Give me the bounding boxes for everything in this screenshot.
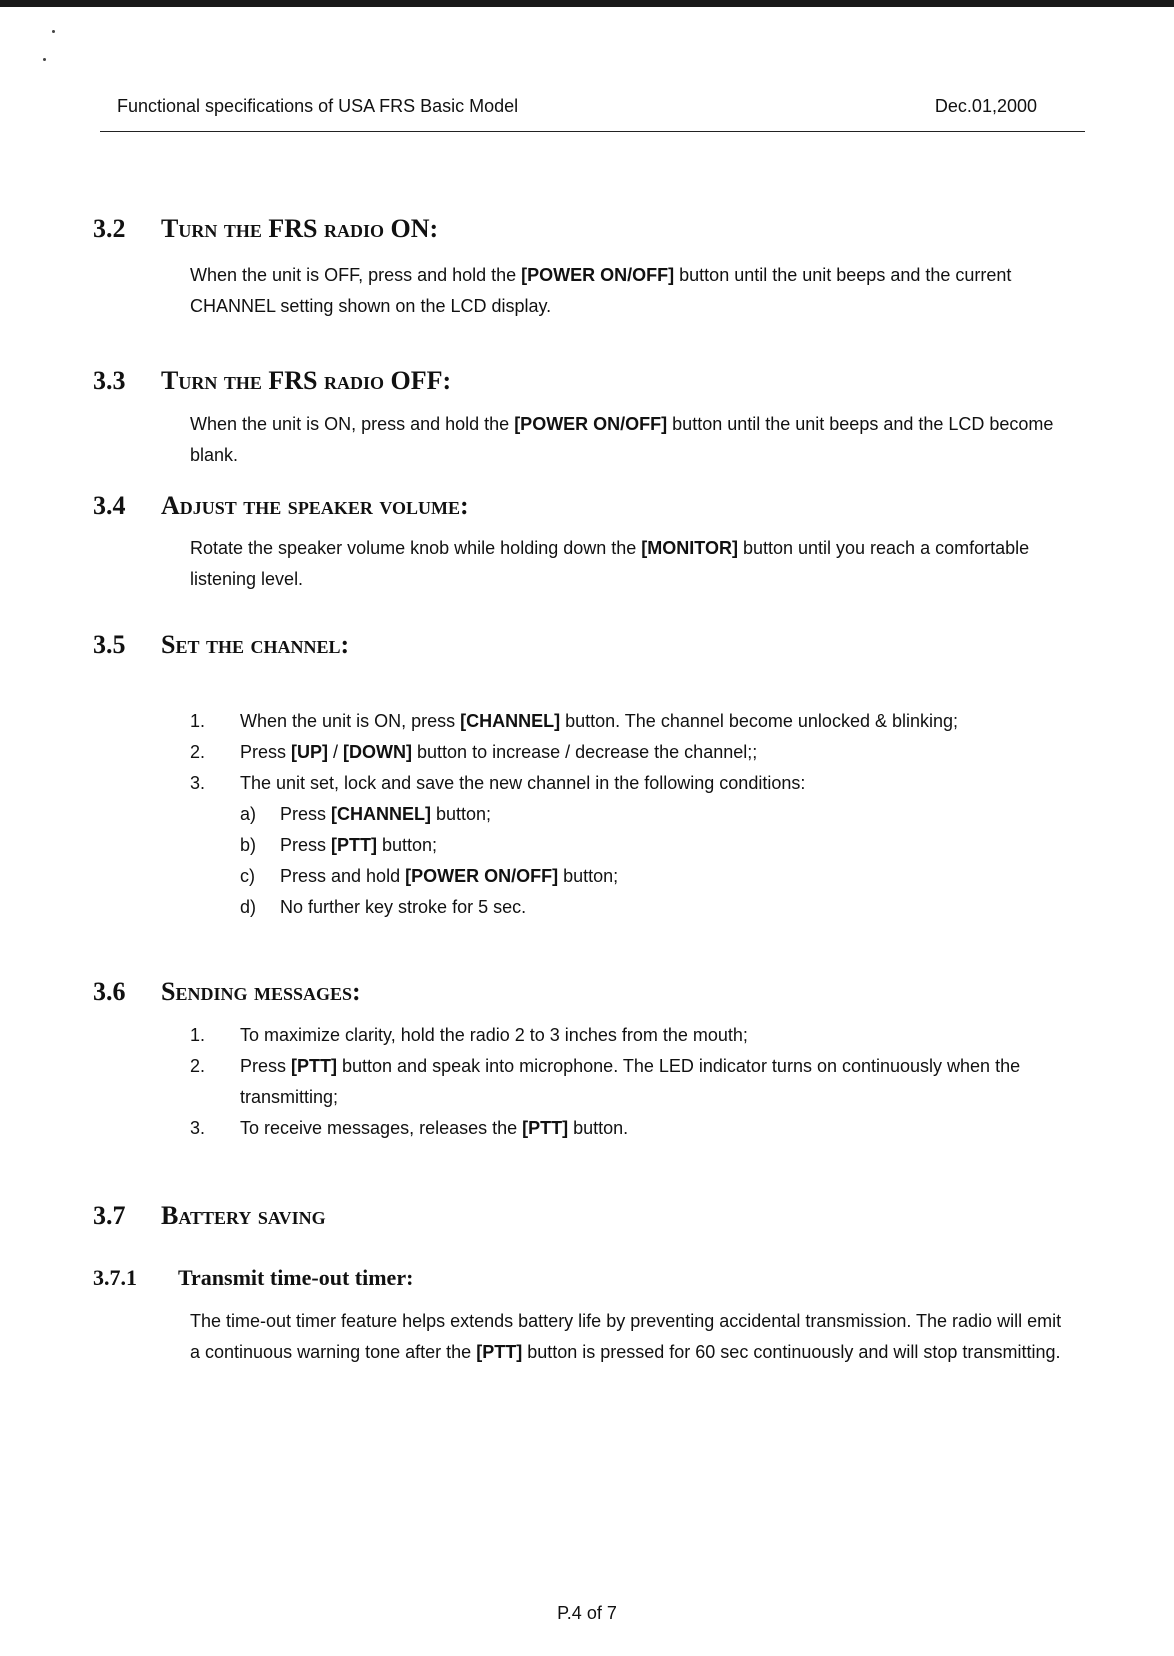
text-run: When the unit is OFF, press and hold the xyxy=(190,265,522,285)
text-run: button; xyxy=(377,835,438,855)
section-3-4-text xyxy=(190,533,1070,595)
text-run: Press xyxy=(280,835,332,855)
section-title: Turn the FRS radio ON: xyxy=(161,214,439,243)
section-number: 3.3 xyxy=(93,366,126,395)
header-title: Functional specifications of USA FRS Basic Model xyxy=(117,96,519,116)
text-run: button until the unit beeps and the current CHANNEL setting shown on the LCD display. xyxy=(190,265,1012,316)
text-run: Press and hold xyxy=(280,866,406,886)
button-reference: [PTT] xyxy=(476,1342,523,1362)
list-number: 1. xyxy=(190,711,206,731)
list-text: No further key stroke for 5 sec. xyxy=(280,897,527,917)
button-reference: [DOWN] xyxy=(343,742,413,762)
section-3-5-list xyxy=(190,706,1090,923)
list-letter: b) xyxy=(240,835,257,855)
list-number: 3. xyxy=(190,1118,206,1138)
sub-list-item xyxy=(190,861,1090,892)
section-3-2-text xyxy=(190,260,1070,322)
section-number: 3.7.1 xyxy=(93,1265,137,1290)
button-reference: [CHANNEL] xyxy=(460,711,561,731)
text-run: button is pressed for 60 sec continuously and will stop transmitting. xyxy=(522,1342,1061,1362)
list-letter: c) xyxy=(240,866,255,886)
list-number: 2. xyxy=(190,742,206,762)
text-run: To receive messages, releases the xyxy=(240,1118,523,1138)
section-number: 3.2 xyxy=(93,214,126,243)
section-3-6-list xyxy=(190,1020,1090,1144)
list-number: 1. xyxy=(190,1025,206,1045)
section-title: Turn the FRS radio OFF: xyxy=(161,366,452,395)
list-item xyxy=(190,706,1090,737)
list-text: To maximize clarity, hold the radio 2 to 3 inches from the mouth; xyxy=(240,1025,748,1045)
list-item xyxy=(190,737,1090,768)
header-date: Dec.01,2000 xyxy=(934,96,1037,116)
section-3-7-1-text xyxy=(190,1306,1070,1368)
text-run: When the unit is ON, press xyxy=(240,711,461,731)
text-run: / xyxy=(328,742,344,762)
button-reference: [UP] xyxy=(291,742,329,762)
list-number: 2. xyxy=(190,1056,206,1076)
list-text xyxy=(240,737,1090,768)
sub-list-item xyxy=(190,799,1090,830)
list-item xyxy=(190,1051,1090,1113)
list-item xyxy=(190,1020,1090,1051)
page-number: P.4 of 7 xyxy=(557,1603,617,1623)
list-letter: a) xyxy=(240,804,257,824)
list-item xyxy=(190,768,1090,799)
button-reference: [POWER ON/OFF] xyxy=(521,265,675,285)
section-title: Transmit time-out timer: xyxy=(178,1265,414,1290)
list-letter: d) xyxy=(240,897,257,917)
list-text: The unit set, lock and save the new channel in the following conditions: xyxy=(240,773,806,793)
text-run: Press xyxy=(240,742,292,762)
button-reference: [PTT] xyxy=(291,1056,337,1076)
button-reference: [POWER ON/OFF] xyxy=(514,414,668,434)
list-text xyxy=(240,1113,1090,1144)
list-text xyxy=(240,706,1090,737)
button-reference: [MONITOR] xyxy=(641,538,738,558)
button-reference: [POWER ON/OFF] xyxy=(405,866,559,886)
list-text xyxy=(280,799,1090,830)
scan-top-edge xyxy=(0,0,1174,7)
text-run: button until you reach a comfortable listening level. xyxy=(190,538,1030,589)
text-run: button; xyxy=(431,804,492,824)
page-header xyxy=(117,96,1037,120)
section-3-3-text xyxy=(190,409,1070,471)
text-run: button and speak into microphone. The LED indicator turns on continuously when the transmitting; xyxy=(240,1056,1021,1107)
sub-list-item xyxy=(190,892,1090,923)
text-run: Press xyxy=(280,804,332,824)
header-divider xyxy=(100,131,1085,132)
text-run: button; xyxy=(558,866,619,886)
list-text xyxy=(280,861,1090,892)
button-reference: [PTT] xyxy=(331,835,377,855)
section-title: Adjust the speaker volume: xyxy=(161,491,469,520)
list-text xyxy=(240,1051,1090,1113)
section-number: 3.6 xyxy=(93,977,126,1006)
section-number: 3.7 xyxy=(93,1201,126,1230)
text-run: button to increase / decrease the channel;; xyxy=(412,742,758,762)
text-run: When the unit is ON, press and hold the xyxy=(190,414,515,434)
scan-speck xyxy=(52,30,55,33)
section-title: Sending messages: xyxy=(161,977,361,1006)
list-number: 3. xyxy=(190,773,206,793)
text-run: The time-out timer feature helps extends battery life by preventing accidental transmission. The radio will emit a continuous warning tone after the xyxy=(190,1311,1062,1362)
list-item xyxy=(190,1113,1090,1144)
sub-list-item xyxy=(190,830,1090,861)
text-run: Press xyxy=(240,1056,292,1076)
section-number: 3.5 xyxy=(93,630,126,659)
section-title: Set the channel: xyxy=(161,630,350,659)
list-text xyxy=(280,830,1090,861)
text-run: button. The channel become unlocked & blinking; xyxy=(560,711,959,731)
scan-speck xyxy=(43,58,46,61)
button-reference: [PTT] xyxy=(522,1118,569,1138)
text-run: Rotate the speaker volume knob while holding down the xyxy=(190,538,642,558)
button-reference: [CHANNEL] xyxy=(331,804,431,824)
section-title: Battery saving xyxy=(161,1201,326,1230)
section-number: 3.4 xyxy=(93,491,126,520)
text-run: button. xyxy=(568,1118,629,1138)
text-run: button until the unit beeps and the LCD become blank. xyxy=(190,414,1054,465)
